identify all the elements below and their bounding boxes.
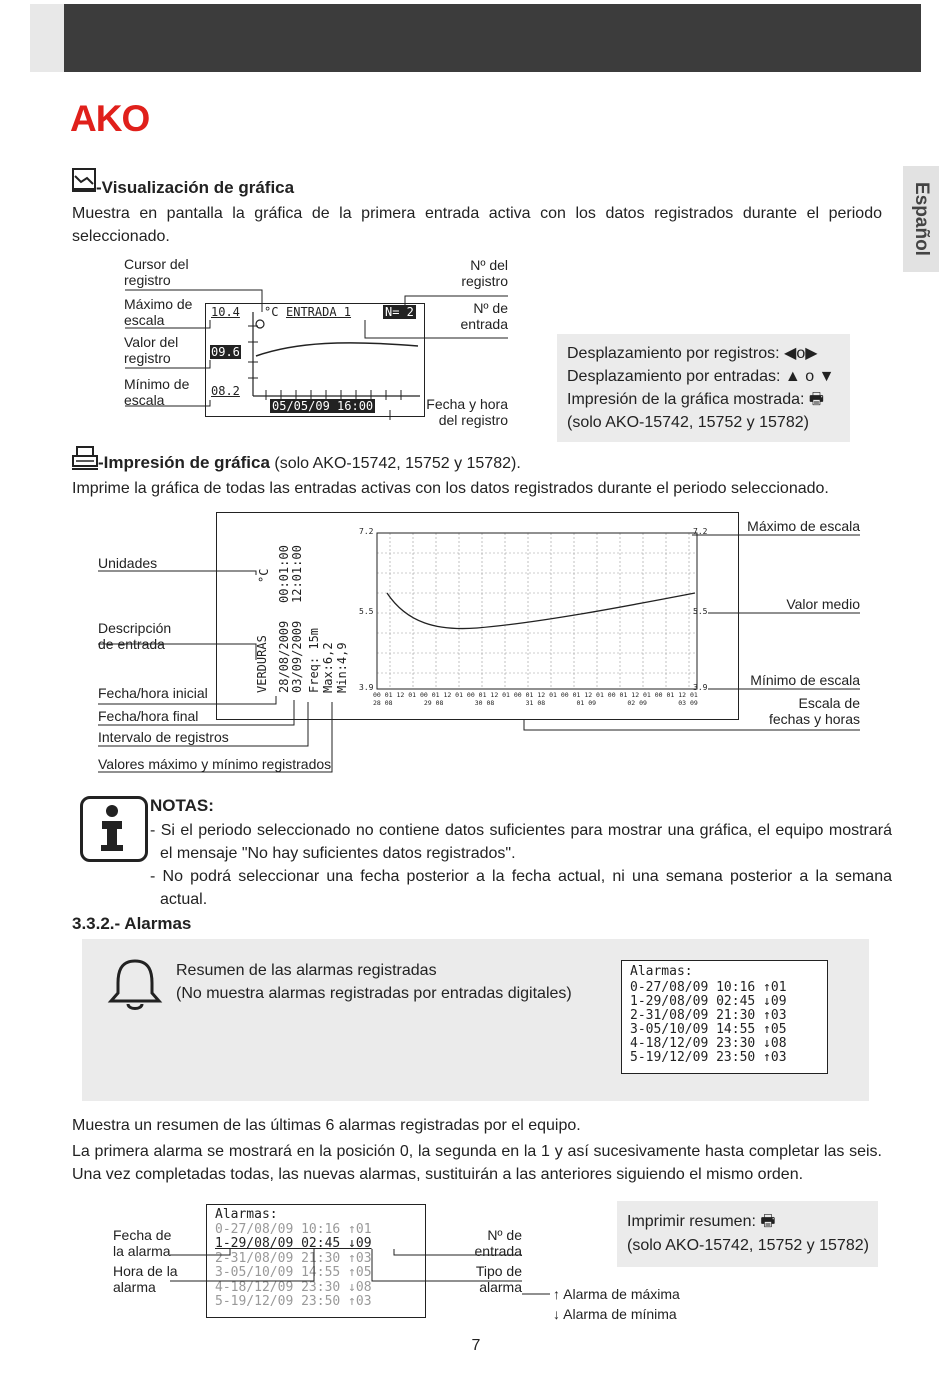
- printout-name: VERDURAS: [255, 635, 269, 693]
- nav-inputs-text: Desplazamiento por entradas:: [567, 368, 781, 385]
- y-bot-left: 3.9: [359, 683, 374, 692]
- y-top-right: 7.2: [693, 527, 708, 536]
- models-note: (solo AKO-15742, 15752 y 15782): [567, 414, 809, 431]
- y-mid-right: 5.5: [693, 607, 708, 616]
- label-input-no: Nº de entrada: [460, 300, 508, 332]
- lcd-unit: °C: [264, 305, 279, 319]
- notes-title: NOTAS:: [150, 796, 214, 815]
- lcd-max: 10.4: [211, 305, 240, 319]
- printout-unit: °C: [257, 568, 271, 583]
- alarm-row: 0-27/08/09 10:16 ↑01: [630, 980, 787, 995]
- info-icon: [80, 796, 148, 862]
- lcd-min: 08.2: [211, 384, 240, 398]
- lcd-datetime: 05/05/09 16:00: [272, 399, 374, 413]
- note-2: - No podrá seleccionar una fecha posterior a la fecha actual, ni una semana posterior a la semana actual.: [150, 868, 892, 908]
- alarms-detail-title: Alarmas:: [215, 1207, 278, 1222]
- alarm-row: 4-18/12/09 23:30 ↓08: [630, 1036, 787, 1051]
- alarms-lcd: [621, 960, 828, 1074]
- label-scale-max: Máximo de escala: [747, 518, 860, 534]
- left-arrow-icon[interactable]: ◀: [784, 345, 797, 362]
- x-dates: 28 08 29 08 30 08 31 08 01 09 02 09 03 09: [373, 699, 698, 707]
- page-number: 7: [471, 1337, 481, 1354]
- right-arrow-icon[interactable]: ▶: [805, 345, 818, 362]
- nav-registers-text: Desplazamiento por registros:: [567, 345, 780, 362]
- header-side-block: [30, 4, 64, 72]
- label-min: Mínimo de escala: [124, 376, 190, 408]
- y-bot-right: 3.9: [693, 683, 708, 692]
- alarms-box: [82, 939, 869, 1101]
- language-tab: Español: [903, 166, 939, 272]
- alarm-row: 2-31/08/09 21:30 ↑03: [215, 1250, 372, 1266]
- print-graph-text: Impresión de la gráfica mostrada:: [567, 391, 805, 408]
- label-value: Valor del registro: [124, 334, 179, 366]
- label-alarm-input: Nº de entrada: [474, 1227, 522, 1259]
- label-desc: Descripción de entrada: [98, 620, 172, 652]
- up-arrow-icon[interactable]: ▲: [784, 368, 801, 385]
- bell-icon: [106, 957, 164, 1011]
- label-max: Máximo de escala: [124, 296, 193, 328]
- label-interval: Intervalo de registros: [98, 729, 229, 745]
- printout-d1: 28/08/2009: [277, 620, 291, 693]
- alarm-row: 3-05/10/09 14:55 ↑05: [630, 1022, 787, 1037]
- label-alarm-min: ↓ Alarma de mínima: [553, 1306, 677, 1322]
- down-arrow-icon[interactable]: ▼: [818, 368, 835, 385]
- alarm-row: 2-31/08/09 21:30 ↑03: [630, 1008, 787, 1023]
- printout-min: Min:4,9: [335, 642, 349, 693]
- print-summary-box: [617, 1201, 878, 1267]
- label-datetime: Fecha y hora del registro: [426, 396, 508, 428]
- note-1: - Si el periodo seleccionado no contiene datos suficientes para mostrar una gráfica, el equipo mostrará el mensaje "No hay suficientes datos registrados".: [150, 822, 892, 862]
- x-hours: 00 01 12 01 00 01 12 01 00 01 12 01 00 01 12 01 00 01 12 01 00 01 12 01 00 01 12 01: [373, 691, 698, 699]
- label-scale-dates: Escala de fechas y horas: [768, 695, 860, 727]
- alarm-row: 3-05/10/09 14:55 ↑05: [215, 1265, 372, 1280]
- lcd-value: 09.6: [211, 345, 240, 359]
- label-alarm-max: ↑ Alarma de máxima: [553, 1286, 680, 1302]
- printer-icon[interactable]: 🖶: [808, 391, 825, 408]
- label-alarm-type: Tipo de alarma: [475, 1263, 522, 1295]
- label-alarm-time: Hora de la alarma: [113, 1263, 178, 1295]
- alarms-lcd-title: Alarmas:: [630, 964, 693, 979]
- alarms-title: 3.3.2.- Alarmas: [72, 914, 192, 933]
- alarm-row: 5-19/12/09 23:50 ↑03: [215, 1294, 372, 1309]
- y-mid-left: 5.5: [359, 607, 374, 616]
- alarm-row: 0-27/08/09 10:16 ↑01: [215, 1221, 372, 1237]
- printout-max: Max:6,2: [321, 642, 335, 693]
- printer-icon[interactable]: 🖶: [760, 1213, 776, 1230]
- alarms-box-line2: (No muestra alarmas registradas por entradas digitales): [176, 985, 572, 1002]
- graph-icon: [72, 168, 96, 192]
- printout-t1: 00:01:00: [277, 545, 291, 603]
- label-maxmin: Valores máximo y mínimo registrados: [98, 756, 332, 772]
- alarm-row-selected: 1-29/08/09 02:45 ↓09: [215, 1236, 372, 1251]
- graph-view-body: Muestra en pantalla la gráfica de la primera entrada activa con los datos registrados durante el periodo seleccionado.: [72, 205, 882, 245]
- label-mean: Valor medio: [786, 596, 860, 612]
- lcd-reg: N= 2: [385, 305, 414, 319]
- alarm-row: 5-19/12/09 23:50 ↑03: [630, 1050, 787, 1065]
- graph-print-title: -Impresión de gráfica: [98, 453, 270, 472]
- label-start: Fecha/hora inicial: [98, 685, 208, 701]
- label-units: Unidades: [98, 555, 158, 571]
- nav-info-box: Desplazamiento por registros: ◀o▶ Desplazamiento por entradas: ▲ o ▼ Impresión de la gráfica mostrada: 🖶 (solo AKO-15742, 15752 y 15782): [557, 334, 850, 442]
- header-bar: [64, 4, 921, 72]
- y-top-left: 7.2: [359, 527, 374, 536]
- alarms-p1: Muestra un resumen de las últimas 6 alarmas registradas por el equipo.: [72, 1117, 581, 1134]
- printer-icon: [72, 446, 98, 470]
- ako-logo: AKO: [70, 98, 150, 139]
- alarms-p2: La primera alarma se mostrará en la posición 0, la segunda en la 1 y así sucesivamente hasta completar las seis. Una vez completadas todas, las nuevas alarmas, sustituirán a las anteriores siguiendo el mismo orden.: [72, 1143, 882, 1183]
- alarm-row: 4-18/12/09 23:30 ↓08: [215, 1279, 372, 1295]
- label-scale-min: Mínimo de escala: [750, 672, 860, 688]
- label-end: Fecha/hora final: [98, 708, 199, 724]
- lcd-input: ENTRADA 1: [286, 305, 352, 319]
- graph-view-leaders: [120, 270, 520, 420]
- printout-d2: 03/09/2009: [290, 620, 304, 693]
- alarm-row: 1-29/08/09 02:45 ↓09: [630, 994, 787, 1009]
- label-cursor: Cursor del registro: [124, 256, 189, 288]
- label-alarm-date: Fecha de la alarma: [113, 1227, 172, 1259]
- graph-view-title: -Visualización de gráfica: [96, 178, 295, 197]
- label-reg-no: Nº del registro: [461, 257, 508, 289]
- alarms-box-line1: Resumen de las alarmas registradas: [176, 962, 437, 979]
- printout-t2: 12:01:00: [290, 545, 304, 603]
- print-summary-models: (solo AKO-15742, 15752 y 15782): [627, 1237, 869, 1254]
- graph-print-body: Imprime la gráfica de todas las entradas activas con los datos registrados durante el periodo seleccionado.: [72, 480, 829, 497]
- printout-freq: Freq: 15m: [307, 627, 321, 693]
- print-summary-text: Imprimir resumen:: [627, 1213, 756, 1230]
